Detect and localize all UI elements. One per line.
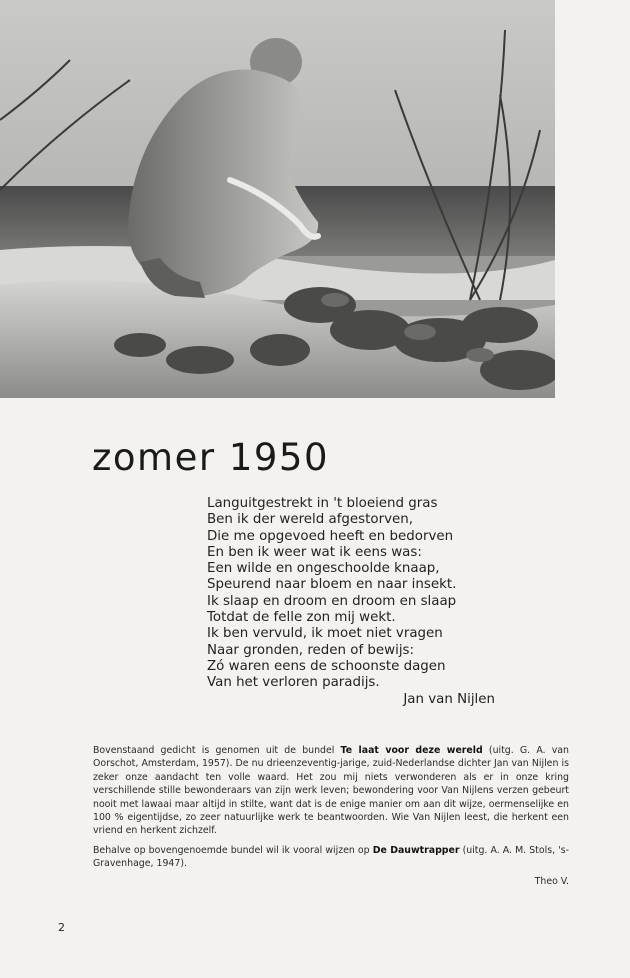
commentary (93, 744, 569, 888)
commentary-paragraph-2 (93, 844, 569, 871)
poem-line: Die me opgevoed heeft en bedorven (207, 528, 454, 544)
commentary-text: (uitg. G. A. van Oorschot, Amsterdam, 1957). De nu drieenzeventig-jarige, zuid-Nederlandse dichter Jan van Nijlen is zeker onze aandacht ten volle waard. Het zou mij niets verwonderen als er in onze kring verschillende stille bewonderaars van zijn werk leven; bewondering voor Van Nijlens verzen gebeurt nooit met lawaai maar altijd in stilte, want dat is de enige manier om aan dit wijze, oermenselijke en 100 % eigentijdse, zo zeer natuurlijke werk te beantwoorden. Wie Van Nijlen leest, die herkent een vriend en herkent zichzelf. (93, 745, 569, 837)
page-number: 2 (58, 921, 65, 934)
signature: Theo V. (534, 875, 569, 887)
poem-line: Languitgestrekt in 't bloeiend gras (207, 496, 438, 511)
poem-line: Van het verloren paradijs. (207, 675, 380, 691)
poem-line: En ben ik weer wat ik eens was: (207, 544, 422, 560)
poem (207, 496, 507, 708)
poem-line: Totdat de felle zon mij wekt. (207, 610, 396, 626)
poem-line: Een wilde en ongeschoolde knaap, (207, 561, 440, 577)
book-title: De Dauwtrapper (372, 844, 460, 856)
poem-author: Jan van Nijlen (403, 691, 495, 707)
poem-title: zomer 1950 (92, 436, 329, 479)
commentary-text: Bovenstaand gedicht is genomen uit de bundel (93, 745, 341, 756)
poem-line: Naar gronden, reden of bewijs: (207, 642, 415, 658)
poem-line: Speurend naar bloem en naar insekt. (207, 577, 457, 593)
poem-line: Ben ik der wereld afgestorven, (207, 512, 414, 528)
commentary-paragraph-1 (93, 744, 569, 838)
commentary-text: (uitg. A. A. M. Stols, 's-Gravenhage, 1947). (93, 844, 569, 870)
poem-line: Zó waren eens de schoonste dagen (207, 658, 446, 674)
photo-nude-man-on-dune (0, 0, 555, 398)
poem-line: Ik ben vervuld, ik moet niet vragen (207, 626, 443, 642)
commentary-text: Behalve op bovengenoemde bundel wil ik vooral wijzen op (93, 844, 373, 856)
poem-line: Ik slaap en droom en droom en slaap (207, 593, 457, 609)
book-title: Te laat voor deze wereld (340, 745, 483, 756)
